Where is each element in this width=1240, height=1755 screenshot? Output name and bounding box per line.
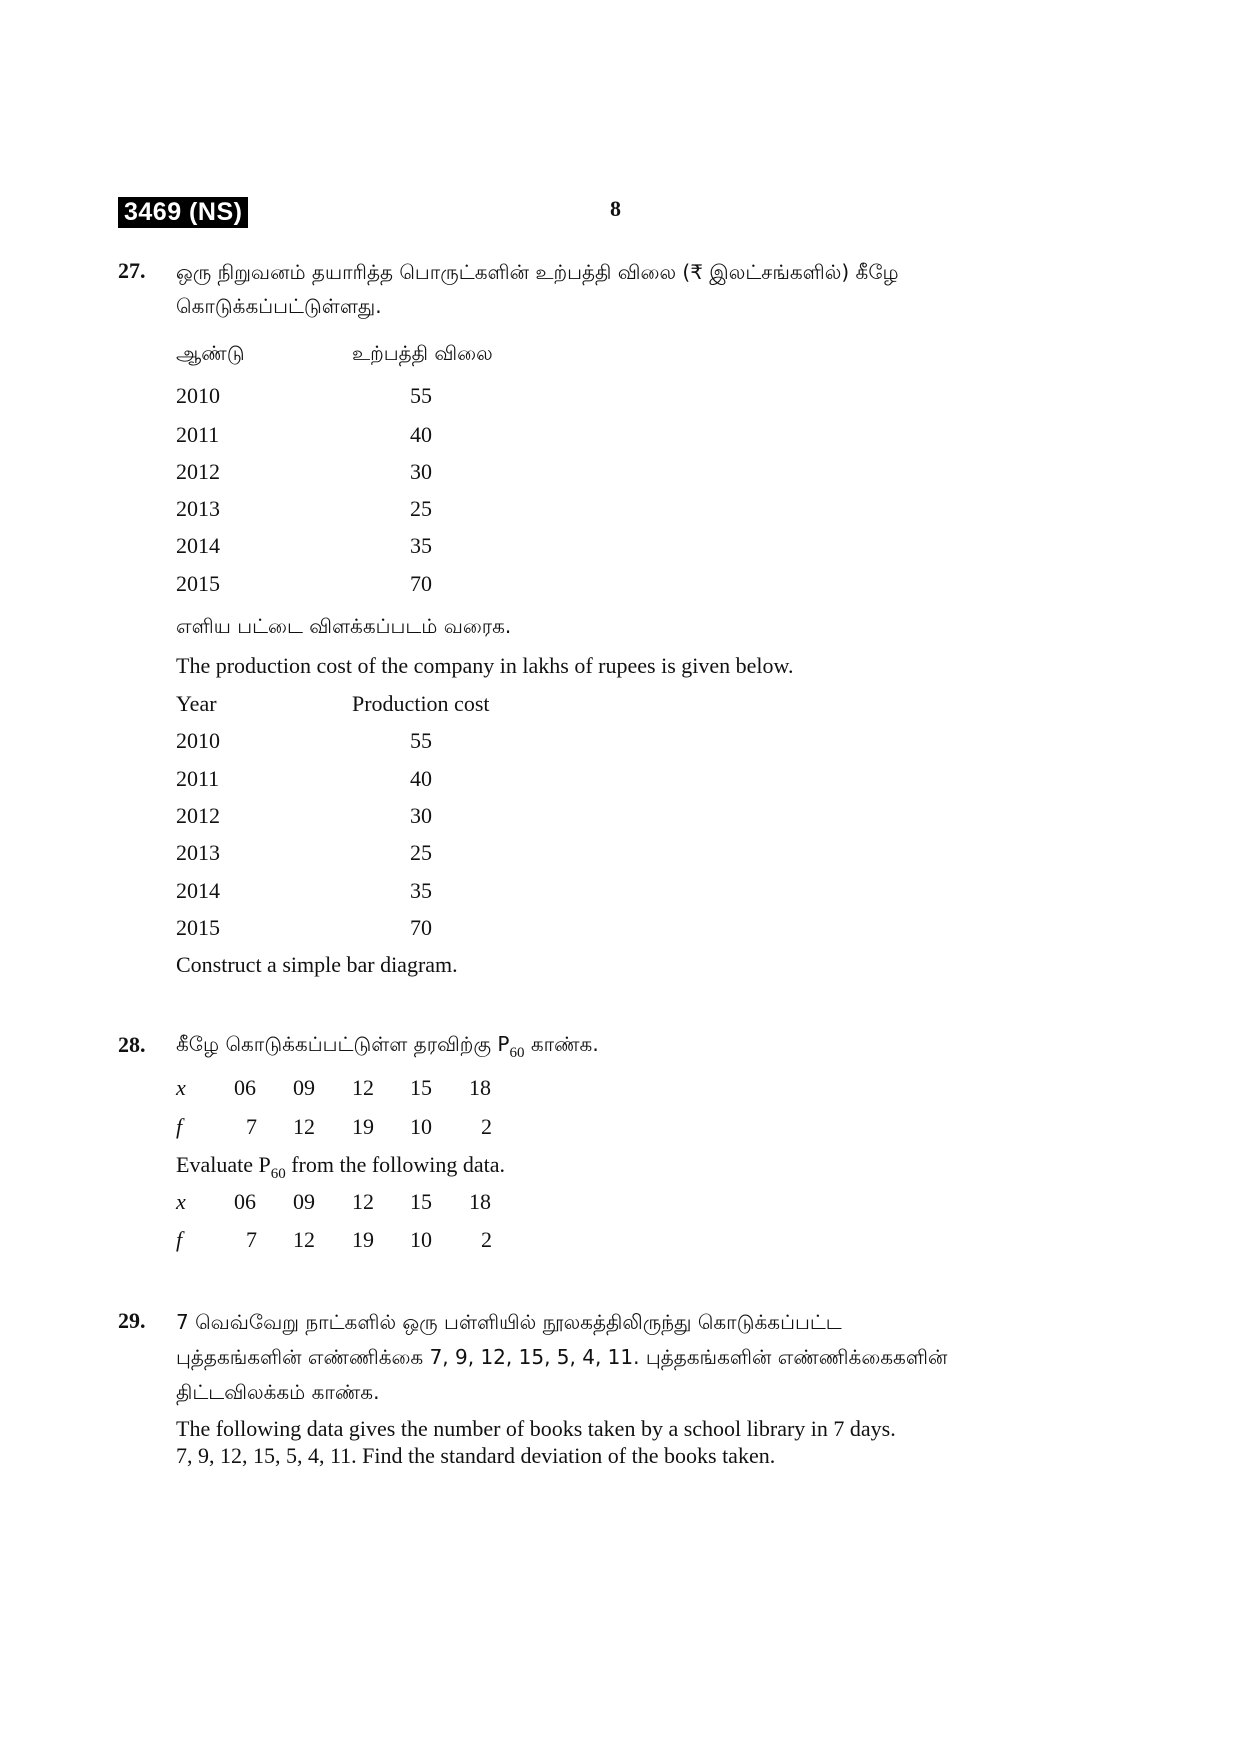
tamil-table-year: 2014	[176, 533, 220, 558]
x-row-label: x	[176, 1075, 186, 1100]
question-29-tamil-line-1: 7 வெவ்வேறு நாட்களில் ஒரு பள்ளியில் நூலகத்திலிருந்து கொடுக்கப்பட்ட	[176, 1310, 842, 1334]
question-27-tamil-instruction: எளிய பட்டை விளக்கப்படம் வரைக.	[176, 614, 512, 638]
f-value: 19	[352, 1114, 374, 1139]
f-value: 7	[246, 1227, 257, 1252]
f-value: 12	[293, 1227, 315, 1252]
f-value: 10	[410, 1227, 432, 1252]
tamil-table-cost: 70	[410, 571, 432, 596]
x-row-label: x	[176, 1189, 186, 1214]
question-28-number: 28.	[118, 1032, 146, 1057]
question-28-english-text	[176, 1152, 506, 1182]
x-value: 09	[293, 1189, 315, 1214]
x-value: 09	[293, 1075, 315, 1100]
question-29-number: 29.	[118, 1308, 146, 1333]
tamil-table-cost: 25	[410, 496, 432, 521]
f-value: 10	[410, 1114, 432, 1139]
f-value: 7	[246, 1114, 257, 1139]
x-value: 15	[410, 1189, 432, 1214]
question-27-number: 27.	[118, 258, 146, 283]
english-table-cost: 70	[410, 915, 432, 940]
question-28-tamil-subscript: 60	[509, 1045, 525, 1061]
f-value: 19	[352, 1227, 374, 1252]
question-29-english-line-1: The following data gives the number of books taken by a school library in 7 days.	[176, 1416, 896, 1441]
tamil-table-year: 2010	[176, 383, 220, 408]
f-row-label: f	[176, 1227, 183, 1252]
x-value: 15	[410, 1075, 432, 1100]
x-value: 18	[469, 1075, 491, 1100]
tamil-table-header-year: ஆண்டு	[176, 341, 245, 365]
question-28-english-prefix: Evaluate P	[176, 1152, 271, 1177]
question-28-tamil-prefix: கீழே கொடுக்கப்பட்டுள்ள தரவிற்கு P	[176, 1032, 510, 1056]
english-table-cost: 25	[410, 840, 432, 865]
f-value: 2	[481, 1227, 492, 1252]
question-28-english-subscript: 60	[270, 1166, 286, 1182]
english-table-header-cost: Production cost	[352, 691, 490, 716]
question-27-english-text: The production cost of the company in lakhs of rupees is given below.	[176, 653, 794, 678]
question-29-tamil-line-2: புத்தகங்களின் எண்ணிக்கை 7, 9, 12, 15, 5, 4, 11. புத்தகங்களின் எண்ணிக்கைகளின்	[176, 1345, 948, 1369]
f-value: 12	[293, 1114, 315, 1139]
english-table-year: 2012	[176, 803, 220, 828]
tamil-table-year: 2011	[176, 422, 220, 447]
tamil-table-cost: 55	[410, 383, 432, 408]
question-27-tamil-line-1: ஒரு நிறுவனம் தயாரித்த பொருட்களின் உற்பத்தி விலை (₹ இலட்சங்களில்) கீழே	[176, 260, 899, 284]
question-29-english-line-2: 7, 9, 12, 15, 5, 4, 11. Find the standard deviation of the books taken.	[176, 1443, 776, 1468]
english-table-year: 2014	[176, 878, 220, 903]
tamil-table-cost: 30	[410, 459, 432, 484]
f-value: 2	[481, 1114, 492, 1139]
tamil-table-cost: 40	[410, 422, 432, 447]
x-value: 06	[234, 1075, 256, 1100]
tamil-table-year: 2012	[176, 459, 220, 484]
f-row-label: f	[176, 1114, 183, 1139]
question-28-tamil-text	[176, 1032, 599, 1059]
english-table-cost: 55	[410, 728, 432, 753]
english-table-year: 2013	[176, 840, 220, 865]
question-29-tamil-line-3: திட்டவிலக்கம் காண்க.	[176, 1380, 380, 1404]
x-value: 18	[469, 1189, 491, 1214]
x-value: 12	[352, 1189, 374, 1214]
tamil-table-year: 2015	[176, 571, 220, 596]
question-28-english-suffix: from the following data.	[285, 1152, 506, 1177]
english-table-cost: 40	[410, 766, 432, 791]
x-value: 12	[352, 1075, 374, 1100]
english-table-cost: 30	[410, 803, 432, 828]
x-value: 06	[234, 1189, 256, 1214]
tamil-table-header-cost: உற்பத்தி விலை	[352, 341, 493, 365]
english-table-cost: 35	[410, 878, 432, 903]
tamil-table-year: 2013	[176, 496, 220, 521]
page-number: 8	[610, 196, 621, 221]
tamil-table-cost: 35	[410, 533, 432, 558]
english-table-year: 2015	[176, 915, 220, 940]
paper-code-badge: 3469 (NS)	[118, 197, 248, 228]
english-table-year: 2011	[176, 766, 220, 791]
question-27-english-instruction: Construct a simple bar diagram.	[176, 952, 458, 977]
question-27-tamil-line-2: கொடுக்கப்பட்டுள்ளது.	[176, 294, 382, 318]
question-28-tamil-suffix: காண்க.	[524, 1032, 599, 1056]
english-table-year: 2010	[176, 728, 220, 753]
english-table-header-year: Year	[176, 691, 217, 716]
